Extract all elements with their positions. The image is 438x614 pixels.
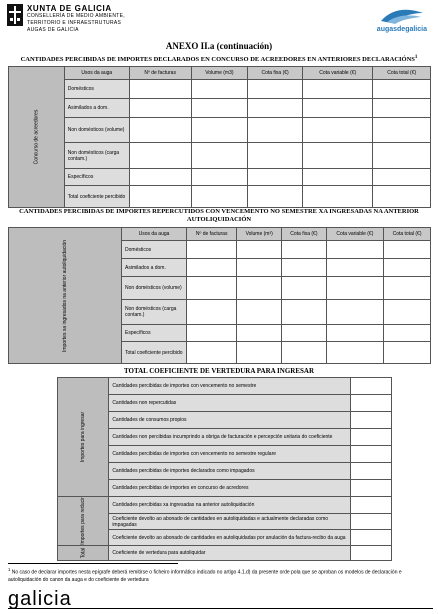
group-label-cell <box>58 546 109 561</box>
side-label: Concurso de acreedores <box>33 109 40 165</box>
input-cell[interactable] <box>187 277 237 300</box>
footnote <box>8 566 432 584</box>
section2-title: CANTIDADES PERCIBIDAS DE IMPORTES REPERCUTIDOS CON VENCEMENTO NO SEMESTRE XA INGRESADAS NA ANTERIOR AUTOLIQUIDACIÓN <box>19 208 419 223</box>
input-cell[interactable] <box>303 118 373 143</box>
column-header: Cota total (€) <box>384 228 431 241</box>
input-cell[interactable] <box>282 241 327 259</box>
amount-cell[interactable] <box>351 429 392 446</box>
input-cell[interactable] <box>326 342 383 364</box>
row-label: Asimilados a dom. <box>64 99 129 118</box>
row-label: Cantidades percibidas de importes con vencemento no semestre regulare <box>109 446 351 463</box>
input-cell[interactable] <box>282 342 327 364</box>
input-cell[interactable] <box>303 186 373 208</box>
row-label: Específicos <box>64 169 129 186</box>
input-cell[interactable] <box>373 80 431 99</box>
input-cell[interactable] <box>303 99 373 118</box>
row-label: Cantidades non repercutidas <box>109 395 351 412</box>
header-row <box>9 67 431 80</box>
input-cell[interactable] <box>373 99 431 118</box>
amount-cell[interactable] <box>351 480 392 497</box>
input-cell[interactable] <box>191 143 248 169</box>
input-cell[interactable] <box>384 342 431 364</box>
input-cell[interactable] <box>187 342 237 364</box>
amount-cell[interactable] <box>351 446 392 463</box>
input-cell[interactable] <box>248 99 303 118</box>
row-label: Cantidades percibidas xa ingresadas na anterior autoliquidación <box>109 497 351 514</box>
column-header: Volume (m3) <box>191 67 248 80</box>
input-cell[interactable] <box>248 143 303 169</box>
column-header: Cota variable (€) <box>326 228 383 241</box>
side-label: Importes xa ingresados na anterior autoliquidación <box>62 239 69 352</box>
wave-drop-icon <box>367 7 427 25</box>
input-cell[interactable] <box>282 259 327 277</box>
augas-logo-text: augasdegalicia <box>376 26 427 33</box>
side-label-cell <box>9 228 122 364</box>
input-cell[interactable] <box>237 259 282 277</box>
section1-title: CANTIDADES PERCIBIDAS DE IMPORTES DECLARADOS EN CONCURSO DE ACREEDORES EN ANTERIORES DECLARACIÓNS$^1$ <box>20 55 418 64</box>
column-header: Cota fixa (€) <box>282 228 327 241</box>
table-row <box>58 497 392 514</box>
row-label: Cantidades percibidas de importes en concurso de acredores <box>109 480 351 497</box>
amount-cell[interactable] <box>351 378 392 395</box>
amount-cell[interactable] <box>351 546 392 561</box>
input-cell[interactable] <box>373 169 431 186</box>
input-cell[interactable] <box>248 118 303 143</box>
table-row <box>58 546 392 561</box>
input-cell[interactable] <box>129 80 191 99</box>
column-header: Usos da auga <box>122 228 187 241</box>
amount-cell[interactable] <box>351 530 392 546</box>
page-header <box>5 3 433 33</box>
group-label: Importes para reducir <box>80 497 87 545</box>
input-cell[interactable] <box>191 118 248 143</box>
dept-line-1: CONSELLERÍA DE MEDIO AMBIENTE, <box>27 13 125 19</box>
row-label: Coeficiente de vertedura para autoliquidar <box>109 546 351 561</box>
footnote-divider <box>8 563 178 564</box>
input-cell[interactable] <box>282 277 327 300</box>
input-cell[interactable] <box>373 118 431 143</box>
table-row <box>9 80 431 99</box>
row-label: Total coeficiente percibido <box>64 186 129 208</box>
input-cell[interactable] <box>129 99 191 118</box>
input-cell[interactable] <box>326 325 383 342</box>
amount-cell[interactable] <box>351 463 392 480</box>
input-cell[interactable] <box>187 325 237 342</box>
header-row <box>9 228 431 241</box>
side-label-cell <box>9 67 65 208</box>
section2-table <box>8 227 431 364</box>
group-label: Total <box>80 547 87 559</box>
input-cell[interactable] <box>384 325 431 342</box>
dept-line-2: TERRITORIO E INFRAESTRUTURAS <box>27 20 122 26</box>
input-cell[interactable] <box>303 80 373 99</box>
group-label: Importes para ingresar <box>80 411 87 463</box>
row-label: Non domésticos (carga contam.) <box>64 143 129 169</box>
row-label: Cantidades percibidas de importes con vencemento no semestre <box>109 378 351 395</box>
input-cell[interactable] <box>187 241 237 259</box>
input-cell[interactable] <box>237 241 282 259</box>
row-label: Específicos <box>122 325 187 342</box>
amount-cell[interactable] <box>351 395 392 412</box>
dept-line-3: AUGAS DE GALICIA <box>27 27 79 33</box>
input-cell[interactable] <box>187 259 237 277</box>
column-header: Volume (m³) <box>237 228 282 241</box>
section3-title: TOTAL COEFICIENTE DE VERTEDURA PARA INGRESAR <box>123 367 315 375</box>
table-row <box>9 169 431 186</box>
section3-table <box>57 377 392 561</box>
input-cell[interactable] <box>326 300 383 325</box>
input-cell[interactable] <box>237 325 282 342</box>
section1-table <box>8 66 431 208</box>
group-label-cell <box>58 497 109 546</box>
input-cell[interactable] <box>384 259 431 277</box>
group-label-cell <box>58 378 109 497</box>
input-cell[interactable] <box>326 241 383 259</box>
input-cell[interactable] <box>129 186 191 208</box>
row-label: Domésticos <box>64 80 129 99</box>
table-row <box>58 378 392 395</box>
column-header: Nº de facturas <box>129 67 191 80</box>
input-cell[interactable] <box>129 118 191 143</box>
table-row <box>9 143 431 169</box>
amount-cell[interactable] <box>351 497 392 514</box>
augas-de-galicia-logo <box>367 7 427 33</box>
row-label: Coeficiente devolto ao abonado de cantidades en autoliquidadas e actualmente declaradas como impagadas <box>109 514 351 530</box>
input-cell[interactable] <box>303 143 373 169</box>
input-cell[interactable] <box>237 300 282 325</box>
input-cell[interactable] <box>248 80 303 99</box>
input-cell[interactable] <box>248 186 303 208</box>
input-cell[interactable] <box>237 342 282 364</box>
table-row <box>9 118 431 143</box>
xunta-shield-icon <box>7 4 23 26</box>
input-cell[interactable] <box>187 300 237 325</box>
input-cell[interactable] <box>129 143 191 169</box>
input-cell[interactable] <box>384 300 431 325</box>
xunta-logo-text <box>27 4 125 34</box>
column-header: Cota total (€) <box>373 67 431 80</box>
input-cell[interactable] <box>129 169 191 186</box>
annex-title: ANEXO II.a (continuación) <box>165 41 273 51</box>
row-label: Cantidades percibidas de importes declarados como impagados <box>109 463 351 480</box>
input-cell[interactable] <box>237 277 282 300</box>
footer-rule <box>8 608 433 609</box>
input-cell[interactable] <box>191 169 248 186</box>
row-label: Non domésticos (volume) <box>122 277 187 300</box>
input-cell[interactable] <box>248 169 303 186</box>
footnote-mark: 1 <box>8 567 11 572</box>
row-label: Asimilados a dom. <box>122 259 187 277</box>
column-header: Usos da auga <box>64 67 129 80</box>
table-row <box>9 99 431 118</box>
amount-cell[interactable] <box>351 514 392 530</box>
input-cell[interactable] <box>326 277 383 300</box>
input-cell[interactable] <box>282 325 327 342</box>
row-label: Total coeficiente percibido <box>122 342 187 364</box>
input-cell[interactable] <box>303 169 373 186</box>
column-header: Cota fixa (€) <box>248 67 303 80</box>
amount-cell[interactable] <box>351 412 392 429</box>
row-label: Non domésticos (volume) <box>64 118 129 143</box>
row-label: Coeficiente devolto ao abonado de cantidades en autoliquidadas por anulación da factura-recibo da auga <box>109 530 351 546</box>
footnote-text: No caso de declarar importes nesta epígrafe deberá remitirse o ficheiro informático indicado no artigo 4.1.d) da presente orde pola que se aproban os modelos de declaración e autoliquidación do canon da auga e do coeficiente de vertedura <box>8 569 402 583</box>
input-cell[interactable] <box>373 186 431 208</box>
input-cell[interactable] <box>191 186 248 208</box>
column-header: Cota variable (€) <box>303 67 373 80</box>
input-cell[interactable] <box>282 300 327 325</box>
column-header: Nº de facturas <box>187 228 237 241</box>
row-label: Cantidades non percibidas incumprindo a obriga de facturación e percepción unitaria do coeficiente <box>109 429 351 446</box>
section1-footnote-mark: 1 <box>414 55 418 60</box>
input-cell[interactable] <box>191 80 248 99</box>
input-cell[interactable] <box>191 99 248 118</box>
input-cell[interactable] <box>384 241 431 259</box>
row-label: Domésticos <box>122 241 187 259</box>
input-cell[interactable] <box>326 259 383 277</box>
input-cell[interactable] <box>384 277 431 300</box>
row-label: Cantidades de consumos propios <box>109 412 351 429</box>
galicia-brand-logo: galicia <box>8 588 72 610</box>
input-cell[interactable] <box>373 143 431 169</box>
org-name: XUNTA DE GALICIA <box>27 4 112 13</box>
table-row <box>9 186 431 208</box>
row-label: Non domésticos (carga contam.) <box>122 300 187 325</box>
